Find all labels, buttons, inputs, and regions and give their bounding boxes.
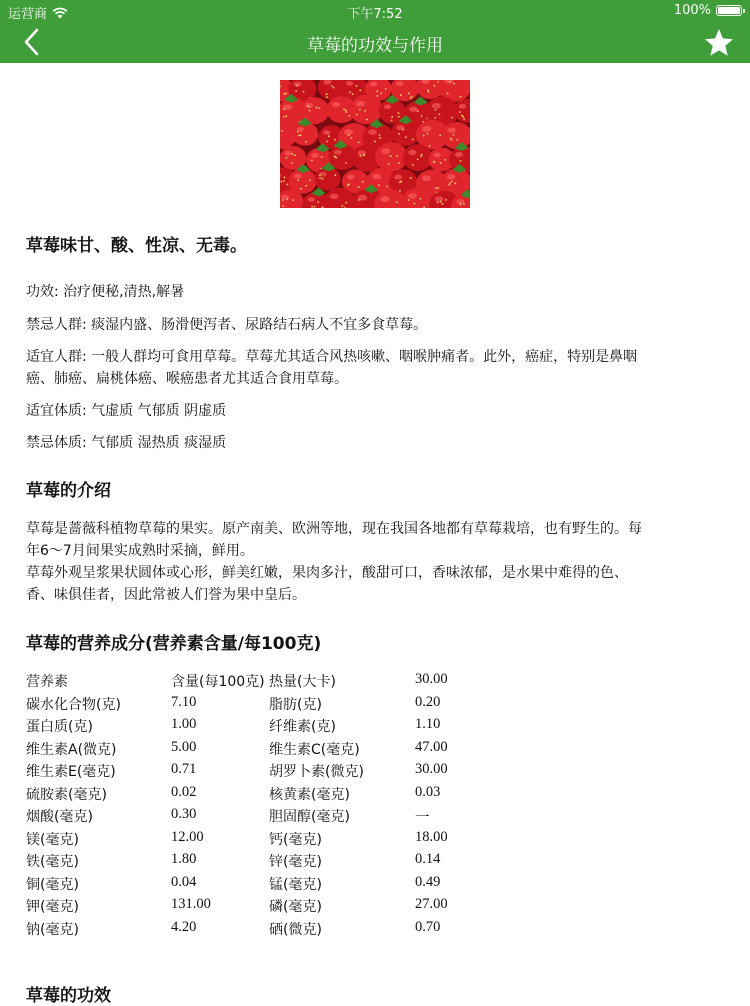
table-cell: 0.04 — [171, 873, 197, 890]
intro-text — [26, 518, 721, 606]
table-row — [26, 671, 726, 694]
table-row — [26, 896, 726, 919]
table-cell: 1.00 — [171, 716, 197, 732]
table-cell: 烟酸(毫克) — [26, 809, 93, 825]
table-cell: 0.14 — [415, 851, 441, 867]
status-time: 下午7:52 — [347, 7, 403, 22]
table-cell: 30.00 — [415, 761, 448, 777]
strawberry-image — [280, 80, 470, 208]
table-cell: 纤维素(克) — [269, 719, 336, 735]
battery-percent: 100% — [673, 3, 711, 18]
contraindicated-text: 禁忌人群: 痰湿内盛、肠滑便泻者、尿路结石病人不宜多食草莓。 — [26, 317, 428, 333]
carrier-label: 运营商 — [8, 7, 48, 22]
intro-line-2: 年6～7月间果实成熟时采摘，鲜用。 — [26, 543, 254, 559]
table-cell: 磷(毫克) — [269, 899, 322, 915]
table-cell: 锌(毫克) — [269, 854, 322, 870]
table-cell: 钾(毫克) — [26, 899, 79, 915]
intro-heading: 草莓的介绍 — [26, 481, 111, 501]
intro-line-3: 草莓外观呈浆果状圆体或心形，鲜美红嫩，果肉多汁，酸甜可口，香味浓郁，是水果中难得的色、 — [26, 565, 628, 581]
table-cell: 0.03 — [415, 783, 441, 800]
table-cell: 蛋白质(克) — [26, 719, 93, 735]
table-cell: 脂肪(克) — [269, 696, 322, 713]
table-row — [26, 851, 726, 874]
table-cell: 钙(毫克) — [269, 831, 322, 848]
table-cell: 30.00 — [415, 671, 448, 687]
table-cell: 0.70 — [415, 918, 441, 935]
table-cell: 核黄素(毫克) — [269, 786, 350, 803]
strawberry-photo — [280, 80, 470, 208]
table-row — [26, 874, 726, 897]
table-row — [26, 694, 726, 717]
table-row — [26, 829, 726, 852]
table-cell: 胡罗卜素(微克) — [269, 764, 364, 780]
nav-bar — [0, 22, 750, 63]
table-cell: 27.00 — [415, 896, 448, 912]
star-icon — [702, 26, 736, 60]
status-bar — [0, 0, 750, 22]
table-cell: 硒(微克) — [269, 921, 322, 938]
table-cell: 1.80 — [171, 851, 197, 867]
table-cell: 营养素 — [26, 674, 68, 690]
battery-level-fill — [718, 7, 740, 14]
nutrition-table — [26, 671, 726, 941]
nutrition-heading: 草莓的营养成分(营养素含量/每100克) — [26, 634, 322, 654]
benefits-heading: 草莓的功效 — [26, 986, 111, 1006]
table-cell: 131.00 — [171, 896, 211, 912]
table-cell: 钠(毫克) — [26, 921, 79, 938]
favorite-button[interactable] — [702, 26, 736, 60]
article-headline: 草莓味甘、酸、性凉、无毒。 — [26, 236, 247, 256]
table-cell: 胆固醇(毫克) — [269, 809, 350, 825]
table-cell: 硫胺素(毫克) — [26, 786, 107, 803]
table-cell: 0.71 — [171, 761, 197, 777]
table-cell: 锰(毫克) — [269, 876, 322, 893]
table-cell: 47.00 — [415, 738, 448, 755]
table-row — [26, 784, 726, 807]
table-row — [26, 739, 726, 762]
table-cell: 0.20 — [415, 693, 441, 710]
table-cell: 维生素C(毫克) — [269, 741, 360, 758]
table-cell: 0.49 — [415, 873, 441, 890]
page-title: 草莓的功效与作用 — [307, 36, 443, 56]
table-row — [26, 716, 726, 739]
table-cell: 4.20 — [171, 918, 197, 935]
table-cell: 铁(毫克) — [26, 854, 79, 870]
table-cell: 热量(大卡) — [269, 674, 336, 690]
table-row — [26, 919, 726, 942]
intro-line-1: 草莓是蔷薇科植物草莓的果实。原产南美、欧洲等地，现在我国各地都有草莓栽培，也有野生的。每 — [26, 521, 642, 537]
table-cell: 碳水化合物(克) — [26, 696, 121, 713]
suitable-people-text — [26, 346, 721, 390]
status-right — [674, 3, 742, 18]
table-cell: 维生素A(微克) — [26, 741, 117, 758]
table-cell: 12.00 — [171, 828, 204, 845]
suitable-constitution-text: 适宜体质: 气虚质 气郁质 阴虚质 — [26, 403, 227, 419]
table-cell: 维生素E(毫克) — [26, 764, 116, 780]
table-cell: 0.02 — [171, 783, 197, 800]
table-cell: 0.30 — [171, 806, 197, 822]
forbidden-constitution-text: 禁忌体质: 气郁质 湿热质 痰湿质 — [26, 435, 227, 451]
table-cell: 镁(毫克) — [26, 831, 79, 848]
table-row — [26, 761, 726, 784]
table-row — [26, 806, 726, 829]
table-cell: 铜(毫克) — [26, 876, 79, 893]
effect-text: 功效: 治疗便秘,清热,解暑 — [26, 284, 185, 300]
intro-line-4: 香、味俱佳者，因此常被人们誉为果中皇后。 — [26, 587, 306, 603]
table-cell: 18.00 — [415, 828, 448, 845]
table-cell: 5.00 — [171, 738, 197, 755]
suitable-people-line-1: 适宜人群: 一般人群均可食用草莓。草莓尤其适合风热咳嗽、咽喉肿痛者。此外，癌症，特别是鼻咽 — [26, 349, 638, 365]
table-cell: 1.10 — [415, 716, 441, 732]
table-cell: 7.10 — [171, 693, 197, 710]
table-cell: 含量(每100克) — [171, 674, 265, 690]
battery-icon — [716, 5, 742, 16]
table-cell: 一 — [415, 810, 430, 826]
suitable-people-line-2: 癌、肺癌、扁桃体癌、喉癌患者尤其适合食用草莓。 — [26, 371, 348, 387]
